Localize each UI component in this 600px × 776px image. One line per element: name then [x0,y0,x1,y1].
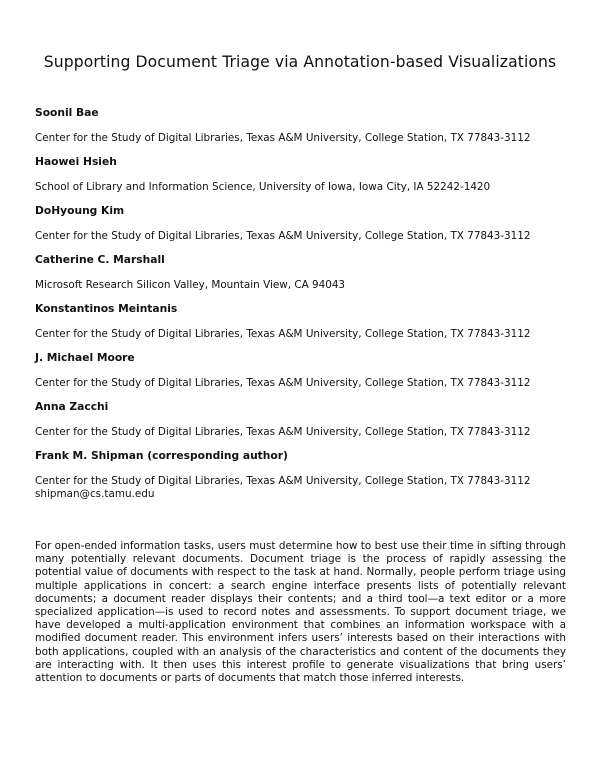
author-name: Soonil Bae [35,106,99,119]
author-name: Anna Zacchi [35,400,109,413]
author-entry [35,106,575,145]
author-affiliation: School of Library and Information Science, University of Iowa, Iowa City, IA 52242-1420 [35,181,491,193]
author-affiliation: Center for the Study of Digital Libraries, Texas A&M University, College Station, TX 77843-3112 [35,475,531,487]
author-name: Catherine C. Marshall [35,253,165,266]
author-email: shipman@cs.tamu.edu [35,488,155,500]
author-affiliation: Center for the Study of Digital Libraries, Texas A&M University, College Station, TX 77843-3112 [35,230,531,242]
author-name: DoHyoung Kim [35,204,125,217]
author-entry [35,302,575,341]
author-name: Haowei Hsieh [35,155,117,168]
author-affiliation: Microsoft Research Silicon Valley, Mountain View, CA 94043 [35,279,346,291]
author-name: Frank M. Shipman (corresponding author) [35,449,288,462]
author-affiliation: Center for the Study of Digital Libraries, Texas A&M University, College Station, TX 77843-3112 [35,328,531,340]
author-entry [35,155,575,194]
author-affiliation: Center for the Study of Digital Libraries, Texas A&M University, College Station, TX 77843-3112 [35,377,531,389]
author-affiliation: Center for the Study of Digital Libraries, Texas A&M University, College Station, TX 77843-3112 [35,132,531,144]
abstract-text: For open-ended information tasks, users must determine how to best use their time in sifting through many potentially relevant documents. Document triage is the process of rapidly assessing the potential value of documents with respect to the task at hand. Normally, people perform triage using multiple applications in concert: a search engine interface presents lists of potentially relevant documents; a document reader displays their contents; and a third tool—a text editor or a more specialized application—is used to record notes and assessments. To support document triage, we have developed a multi-application environment that combines an information workspace with a modified document reader. This environment infers users’ interests based on their interactions with both applications, coupled with an analysis of the characteristics and content of the documents they are interacting with. It then uses this interest profile to generate visualizations that bring users’ attention to documents or parts of documents that match those inferred interests. [35,540,566,685]
paper-title: Supporting Document Triage via Annotation-based Visualizations [43,53,557,71]
author-name: J. Michael Moore [35,351,135,364]
author-entry [35,253,575,292]
author-list [35,106,575,501]
author-entry [35,351,575,390]
author-affiliation: Center for the Study of Digital Libraries, Texas A&M University, College Station, TX 77843-3112 [35,426,531,438]
author-entry [35,204,575,243]
author-entry [35,400,575,439]
author-name: Konstantinos Meintanis [35,302,178,315]
author-entry [35,449,575,501]
